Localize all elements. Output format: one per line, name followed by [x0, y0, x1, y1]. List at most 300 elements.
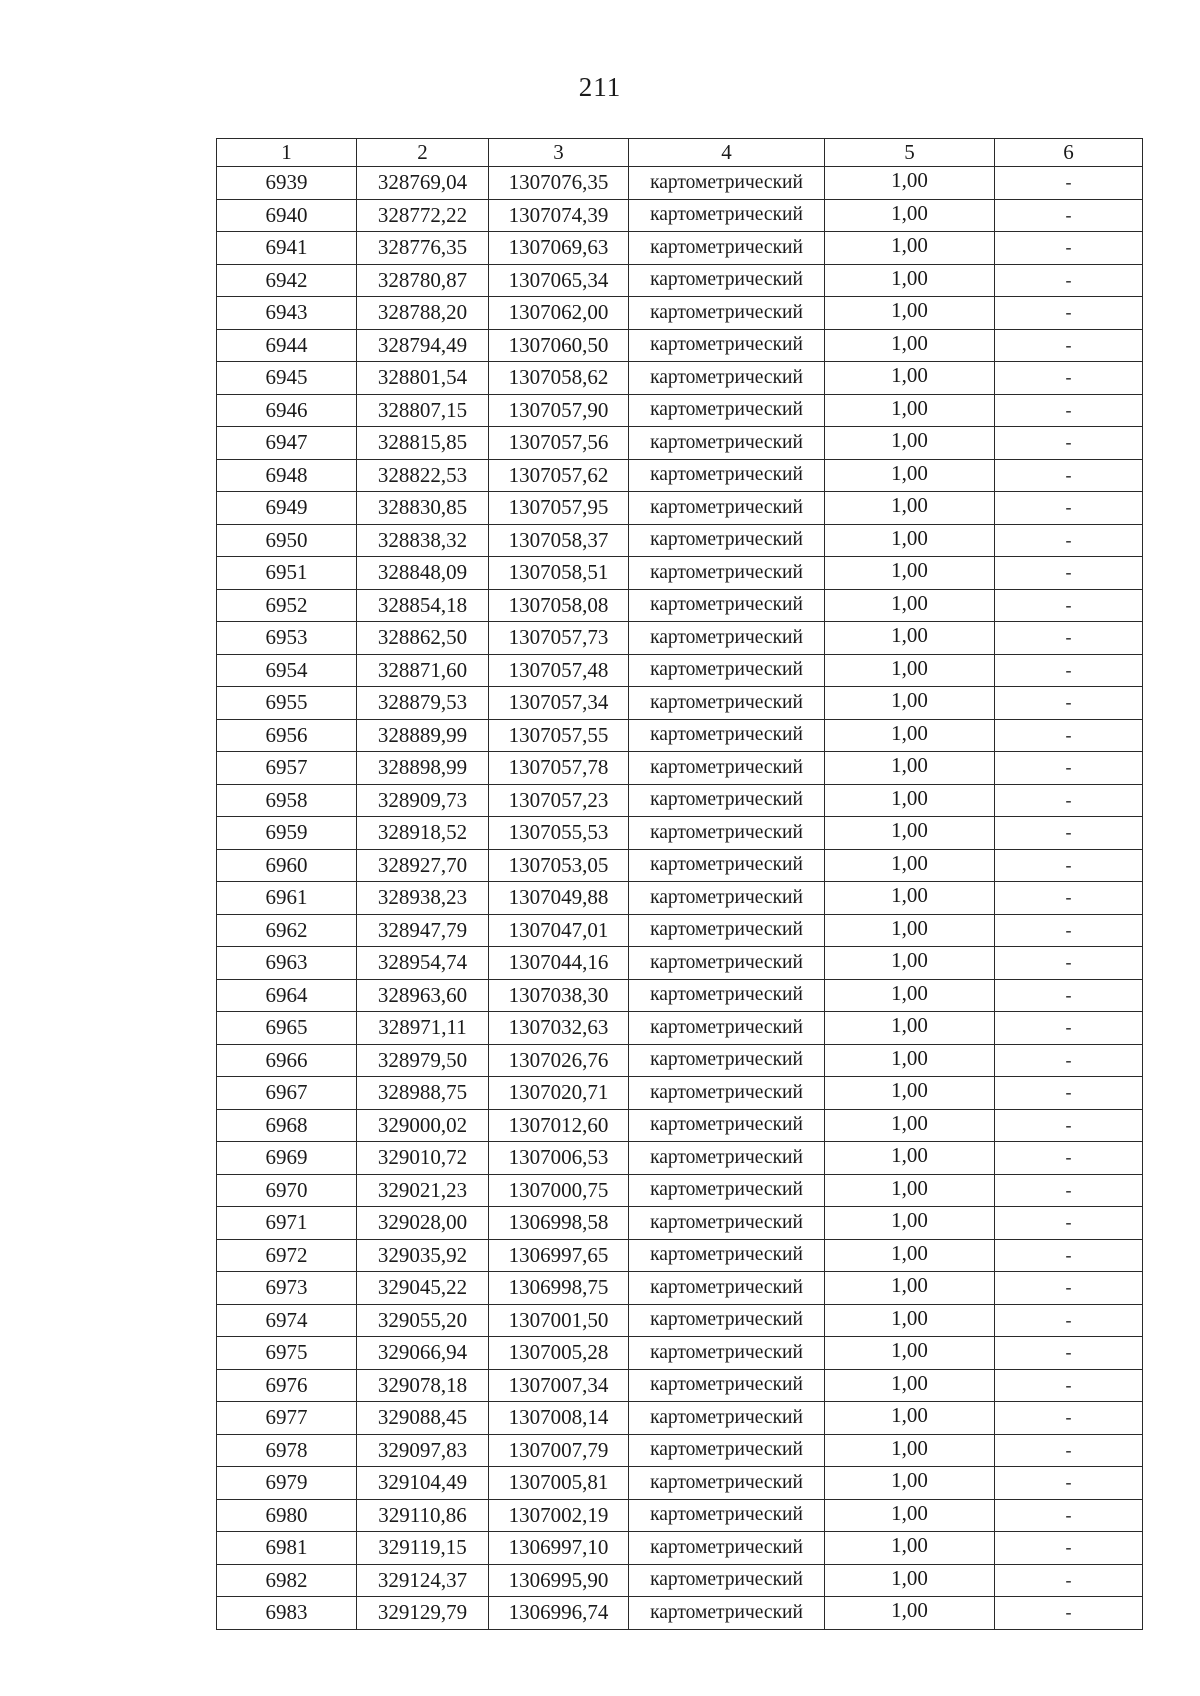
note-cell: -	[995, 1467, 1143, 1500]
x-coordinate-cell: 329000,02	[357, 1109, 489, 1142]
table-row	[217, 329, 1143, 362]
y-coordinate-cell: 1306998,75	[489, 1272, 629, 1305]
table-row	[217, 1337, 1143, 1370]
x-coordinate-cell: 329110,86	[357, 1499, 489, 1532]
x-coordinate-cell: 328879,53	[357, 687, 489, 720]
note-cell: -	[995, 914, 1143, 947]
table-row	[217, 784, 1143, 817]
method-cell: картометрический	[629, 459, 825, 492]
table-row	[217, 524, 1143, 557]
precision-cell: 1,00	[825, 589, 995, 622]
point-number-cell: 6973	[217, 1272, 357, 1305]
table-row	[217, 687, 1143, 720]
y-coordinate-cell: 1306995,90	[489, 1564, 629, 1597]
method-cell: картометрический	[629, 719, 825, 752]
note-cell: -	[995, 947, 1143, 980]
point-number-cell: 6953	[217, 622, 357, 655]
note-cell: -	[995, 1077, 1143, 1110]
table-row	[217, 622, 1143, 655]
precision-cell: 1,00	[825, 459, 995, 492]
precision-cell: 1,00	[825, 557, 995, 590]
y-coordinate-cell: 1307074,39	[489, 199, 629, 232]
y-coordinate-cell: 1307057,55	[489, 719, 629, 752]
method-cell: картометрический	[629, 492, 825, 525]
precision-cell: 1,00	[825, 1532, 995, 1565]
precision-cell: 1,00	[825, 947, 995, 980]
x-coordinate-cell: 329010,72	[357, 1142, 489, 1175]
x-coordinate-cell: 328947,79	[357, 914, 489, 947]
note-cell: -	[995, 427, 1143, 460]
method-cell: картометрический	[629, 979, 825, 1012]
method-cell: картометрический	[629, 1402, 825, 1435]
point-number-cell: 6958	[217, 784, 357, 817]
table-row	[217, 297, 1143, 330]
precision-cell: 1,00	[825, 654, 995, 687]
method-cell: картометрический	[629, 264, 825, 297]
note-cell: -	[995, 1239, 1143, 1272]
y-coordinate-cell: 1307005,81	[489, 1467, 629, 1500]
y-coordinate-cell: 1307057,62	[489, 459, 629, 492]
method-cell: картометрический	[629, 882, 825, 915]
table-row	[217, 1532, 1143, 1565]
point-number-cell: 6950	[217, 524, 357, 557]
method-cell: картометрический	[629, 752, 825, 785]
method-cell: картометрический	[629, 1467, 825, 1500]
x-coordinate-cell: 328794,49	[357, 329, 489, 362]
note-cell: -	[995, 524, 1143, 557]
method-cell: картометрический	[629, 1142, 825, 1175]
x-coordinate-cell: 328909,73	[357, 784, 489, 817]
x-coordinate-cell: 328954,74	[357, 947, 489, 980]
y-coordinate-cell: 1307057,95	[489, 492, 629, 525]
table-row	[217, 427, 1143, 460]
x-coordinate-cell: 329045,22	[357, 1272, 489, 1305]
note-cell: -	[995, 557, 1143, 590]
y-coordinate-cell: 1307044,16	[489, 947, 629, 980]
table-row	[217, 1174, 1143, 1207]
point-number-cell: 6960	[217, 849, 357, 882]
table-row	[217, 199, 1143, 232]
x-coordinate-cell: 328822,53	[357, 459, 489, 492]
point-number-cell: 6940	[217, 199, 357, 232]
method-cell: картометрический	[629, 1564, 825, 1597]
point-number-cell: 6942	[217, 264, 357, 297]
note-cell: -	[995, 492, 1143, 525]
precision-cell: 1,00	[825, 232, 995, 265]
point-number-cell: 6965	[217, 1012, 357, 1045]
method-cell: картометрический	[629, 1174, 825, 1207]
precision-cell: 1,00	[825, 914, 995, 947]
table-row	[217, 1369, 1143, 1402]
point-number-cell: 6972	[217, 1239, 357, 1272]
point-number-cell: 6941	[217, 232, 357, 265]
y-coordinate-cell: 1307055,53	[489, 817, 629, 850]
method-cell: картометрический	[629, 654, 825, 687]
column-header: 5	[825, 139, 995, 167]
table-row	[217, 882, 1143, 915]
table-row	[217, 1207, 1143, 1240]
precision-cell: 1,00	[825, 784, 995, 817]
y-coordinate-cell: 1307069,63	[489, 232, 629, 265]
x-coordinate-cell: 329088,45	[357, 1402, 489, 1435]
note-cell: -	[995, 1142, 1143, 1175]
precision-cell: 1,00	[825, 394, 995, 427]
x-coordinate-cell: 329104,49	[357, 1467, 489, 1500]
table-row	[217, 1304, 1143, 1337]
precision-cell: 1,00	[825, 1239, 995, 1272]
table-row	[217, 1077, 1143, 1110]
precision-cell: 1,00	[825, 1499, 995, 1532]
point-number-cell: 6971	[217, 1207, 357, 1240]
method-cell: картометрический	[629, 199, 825, 232]
precision-cell: 1,00	[825, 849, 995, 882]
table-row	[217, 654, 1143, 687]
method-cell: картометрический	[629, 1597, 825, 1630]
table-row	[217, 1434, 1143, 1467]
note-cell: -	[995, 622, 1143, 655]
y-coordinate-cell: 1307065,34	[489, 264, 629, 297]
table-row	[217, 947, 1143, 980]
table-row	[217, 752, 1143, 785]
point-number-cell: 6968	[217, 1109, 357, 1142]
precision-cell: 1,00	[825, 752, 995, 785]
note-cell: -	[995, 329, 1143, 362]
y-coordinate-cell: 1307057,34	[489, 687, 629, 720]
x-coordinate-cell: 329066,94	[357, 1337, 489, 1370]
point-number-cell: 6951	[217, 557, 357, 590]
precision-cell: 1,00	[825, 1109, 995, 1142]
precision-cell: 1,00	[825, 979, 995, 1012]
y-coordinate-cell: 1307005,28	[489, 1337, 629, 1370]
table-row	[217, 1597, 1143, 1630]
y-coordinate-cell: 1307058,37	[489, 524, 629, 557]
table-row	[217, 167, 1143, 200]
table-row	[217, 817, 1143, 850]
table-row	[217, 264, 1143, 297]
point-number-cell: 6974	[217, 1304, 357, 1337]
point-number-cell: 6976	[217, 1369, 357, 1402]
y-coordinate-cell: 1307057,78	[489, 752, 629, 785]
y-coordinate-cell: 1307049,88	[489, 882, 629, 915]
note-cell: -	[995, 1369, 1143, 1402]
precision-cell: 1,00	[825, 167, 995, 200]
point-number-cell: 6977	[217, 1402, 357, 1435]
method-cell: картометрический	[629, 1304, 825, 1337]
x-coordinate-cell: 328772,22	[357, 199, 489, 232]
x-coordinate-cell: 329119,15	[357, 1532, 489, 1565]
method-cell: картометрический	[629, 1239, 825, 1272]
precision-cell: 1,00	[825, 492, 995, 525]
note-cell: -	[995, 979, 1143, 1012]
note-cell: -	[995, 1337, 1143, 1370]
precision-cell: 1,00	[825, 264, 995, 297]
table-row	[217, 589, 1143, 622]
x-coordinate-cell: 329129,79	[357, 1597, 489, 1630]
page-number: 211	[578, 72, 622, 102]
x-coordinate-cell: 329078,18	[357, 1369, 489, 1402]
method-cell: картометрический	[629, 167, 825, 200]
point-number-cell: 6980	[217, 1499, 357, 1532]
table-row	[217, 1272, 1143, 1305]
y-coordinate-cell: 1307001,50	[489, 1304, 629, 1337]
method-cell: картометрический	[629, 622, 825, 655]
point-number-cell: 6957	[217, 752, 357, 785]
point-number-cell: 6982	[217, 1564, 357, 1597]
x-coordinate-cell: 328815,85	[357, 427, 489, 460]
x-coordinate-cell: 329021,23	[357, 1174, 489, 1207]
point-number-cell: 6969	[217, 1142, 357, 1175]
point-number-cell: 6952	[217, 589, 357, 622]
point-number-cell: 6956	[217, 719, 357, 752]
note-cell: -	[995, 719, 1143, 752]
column-header: 3	[489, 139, 629, 167]
method-cell: картометрический	[629, 232, 825, 265]
note-cell: -	[995, 849, 1143, 882]
y-coordinate-cell: 1307053,05	[489, 849, 629, 882]
point-number-cell: 6946	[217, 394, 357, 427]
method-cell: картометрический	[629, 329, 825, 362]
note-cell: -	[995, 1207, 1143, 1240]
precision-cell: 1,00	[825, 1369, 995, 1402]
x-coordinate-cell: 328769,04	[357, 167, 489, 200]
precision-cell: 1,00	[825, 427, 995, 460]
point-number-cell: 6948	[217, 459, 357, 492]
x-coordinate-cell: 329097,83	[357, 1434, 489, 1467]
note-cell: -	[995, 1434, 1143, 1467]
x-coordinate-cell: 328807,15	[357, 394, 489, 427]
x-coordinate-cell: 328848,09	[357, 557, 489, 590]
x-coordinate-cell: 329124,37	[357, 1564, 489, 1597]
table-row	[217, 557, 1143, 590]
method-cell: картометрический	[629, 394, 825, 427]
x-coordinate-cell: 329028,00	[357, 1207, 489, 1240]
x-coordinate-cell: 329035,92	[357, 1239, 489, 1272]
point-number-cell: 6963	[217, 947, 357, 980]
x-coordinate-cell: 328830,85	[357, 492, 489, 525]
y-coordinate-cell: 1307057,48	[489, 654, 629, 687]
method-cell: картометрический	[629, 849, 825, 882]
note-cell: -	[995, 882, 1143, 915]
table-row	[217, 1012, 1143, 1045]
note-cell: -	[995, 297, 1143, 330]
note-cell: -	[995, 394, 1143, 427]
point-number-cell: 6959	[217, 817, 357, 850]
x-coordinate-cell: 328854,18	[357, 589, 489, 622]
precision-cell: 1,00	[825, 1564, 995, 1597]
table-row	[217, 1467, 1143, 1500]
x-coordinate-cell: 328927,70	[357, 849, 489, 882]
method-cell: картометрический	[629, 1337, 825, 1370]
x-coordinate-cell: 328963,60	[357, 979, 489, 1012]
note-cell: -	[995, 1532, 1143, 1565]
y-coordinate-cell: 1307057,23	[489, 784, 629, 817]
note-cell: -	[995, 459, 1143, 492]
x-coordinate-cell: 328889,99	[357, 719, 489, 752]
note-cell: -	[995, 1304, 1143, 1337]
point-number-cell: 6970	[217, 1174, 357, 1207]
method-cell: картометрический	[629, 1499, 825, 1532]
point-number-cell: 6955	[217, 687, 357, 720]
y-coordinate-cell: 1307076,35	[489, 167, 629, 200]
y-coordinate-cell: 1307000,75	[489, 1174, 629, 1207]
precision-cell: 1,00	[825, 1272, 995, 1305]
precision-cell: 1,00	[825, 1434, 995, 1467]
note-cell: -	[995, 1044, 1143, 1077]
table-row	[217, 1044, 1143, 1077]
table-row	[217, 914, 1143, 947]
note-cell: -	[995, 1109, 1143, 1142]
note-cell: -	[995, 784, 1143, 817]
precision-cell: 1,00	[825, 1207, 995, 1240]
table-header-row	[217, 139, 1143, 167]
table-body	[217, 167, 1143, 1630]
y-coordinate-cell: 1307057,73	[489, 622, 629, 655]
note-cell: -	[995, 199, 1143, 232]
method-cell: картометрический	[629, 1044, 825, 1077]
table-row	[217, 232, 1143, 265]
point-number-cell: 6978	[217, 1434, 357, 1467]
x-coordinate-cell: 328971,11	[357, 1012, 489, 1045]
y-coordinate-cell: 1307047,01	[489, 914, 629, 947]
x-coordinate-cell: 328862,50	[357, 622, 489, 655]
point-number-cell: 6945	[217, 362, 357, 395]
x-coordinate-cell: 328988,75	[357, 1077, 489, 1110]
method-cell: картометрический	[629, 947, 825, 980]
note-cell: -	[995, 654, 1143, 687]
x-coordinate-cell: 328898,99	[357, 752, 489, 785]
table-row	[217, 1142, 1143, 1175]
point-number-cell: 6962	[217, 914, 357, 947]
point-number-cell: 6961	[217, 882, 357, 915]
column-header: 1	[217, 139, 357, 167]
method-cell: картометрический	[629, 1012, 825, 1045]
precision-cell: 1,00	[825, 1077, 995, 1110]
method-cell: картометрический	[629, 1532, 825, 1565]
method-cell: картометрический	[629, 524, 825, 557]
precision-cell: 1,00	[825, 817, 995, 850]
column-header: 6	[995, 139, 1143, 167]
y-coordinate-cell: 1307012,60	[489, 1109, 629, 1142]
note-cell: -	[995, 167, 1143, 200]
x-coordinate-cell: 328838,32	[357, 524, 489, 557]
y-coordinate-cell: 1307057,90	[489, 394, 629, 427]
note-cell: -	[995, 1272, 1143, 1305]
precision-cell: 1,00	[825, 1012, 995, 1045]
method-cell: картометрический	[629, 362, 825, 395]
method-cell: картометрический	[629, 1109, 825, 1142]
y-coordinate-cell: 1307007,79	[489, 1434, 629, 1467]
coordinates-table	[216, 138, 1143, 1630]
precision-cell: 1,00	[825, 1044, 995, 1077]
precision-cell: 1,00	[825, 1402, 995, 1435]
table-row	[217, 1402, 1143, 1435]
table-row	[217, 1499, 1143, 1532]
method-cell: картометрический	[629, 687, 825, 720]
column-header: 2	[357, 139, 489, 167]
point-number-cell: 6979	[217, 1467, 357, 1500]
method-cell: картометрический	[629, 427, 825, 460]
precision-cell: 1,00	[825, 199, 995, 232]
method-cell: картометрический	[629, 1369, 825, 1402]
point-number-cell: 6983	[217, 1597, 357, 1630]
point-number-cell: 6943	[217, 297, 357, 330]
method-cell: картометрический	[629, 557, 825, 590]
method-cell: картометрический	[629, 297, 825, 330]
x-coordinate-cell: 328776,35	[357, 232, 489, 265]
x-coordinate-cell: 328871,60	[357, 654, 489, 687]
note-cell: -	[995, 1597, 1143, 1630]
method-cell: картометрический	[629, 1077, 825, 1110]
note-cell: -	[995, 817, 1143, 850]
point-number-cell: 6964	[217, 979, 357, 1012]
precision-cell: 1,00	[825, 1337, 995, 1370]
x-coordinate-cell: 328979,50	[357, 1044, 489, 1077]
y-coordinate-cell: 1306997,10	[489, 1532, 629, 1565]
method-cell: картометрический	[629, 914, 825, 947]
precision-cell: 1,00	[825, 1467, 995, 1500]
method-cell: картометрический	[629, 589, 825, 622]
precision-cell: 1,00	[825, 329, 995, 362]
y-coordinate-cell: 1307026,76	[489, 1044, 629, 1077]
precision-cell: 1,00	[825, 362, 995, 395]
point-number-cell: 6939	[217, 167, 357, 200]
table-row	[217, 362, 1143, 395]
y-coordinate-cell: 1306998,58	[489, 1207, 629, 1240]
y-coordinate-cell: 1307058,08	[489, 589, 629, 622]
precision-cell: 1,00	[825, 1304, 995, 1337]
y-coordinate-cell: 1306996,74	[489, 1597, 629, 1630]
point-number-cell: 6967	[217, 1077, 357, 1110]
table-row	[217, 719, 1143, 752]
precision-cell: 1,00	[825, 1597, 995, 1630]
x-coordinate-cell: 328938,23	[357, 882, 489, 915]
y-coordinate-cell: 1307058,62	[489, 362, 629, 395]
y-coordinate-cell: 1307058,51	[489, 557, 629, 590]
method-cell: картометрический	[629, 1434, 825, 1467]
table-row	[217, 394, 1143, 427]
table-row	[217, 979, 1143, 1012]
precision-cell: 1,00	[825, 882, 995, 915]
table-row	[217, 849, 1143, 882]
note-cell: -	[995, 264, 1143, 297]
note-cell: -	[995, 1499, 1143, 1532]
precision-cell: 1,00	[825, 687, 995, 720]
method-cell: картометрический	[629, 817, 825, 850]
note-cell: -	[995, 752, 1143, 785]
column-header: 4	[629, 139, 825, 167]
precision-cell: 1,00	[825, 297, 995, 330]
note-cell: -	[995, 589, 1143, 622]
note-cell: -	[995, 1174, 1143, 1207]
table-row	[217, 492, 1143, 525]
y-coordinate-cell: 1307007,34	[489, 1369, 629, 1402]
precision-cell: 1,00	[825, 622, 995, 655]
y-coordinate-cell: 1307006,53	[489, 1142, 629, 1175]
precision-cell: 1,00	[825, 719, 995, 752]
y-coordinate-cell: 1307060,50	[489, 329, 629, 362]
note-cell: -	[995, 687, 1143, 720]
point-number-cell: 6954	[217, 654, 357, 687]
note-cell: -	[995, 1012, 1143, 1045]
note-cell: -	[995, 362, 1143, 395]
table-row	[217, 1109, 1143, 1142]
x-coordinate-cell: 329055,20	[357, 1304, 489, 1337]
table-row	[217, 1239, 1143, 1272]
table-row	[217, 1564, 1143, 1597]
note-cell: -	[995, 1564, 1143, 1597]
x-coordinate-cell: 328780,87	[357, 264, 489, 297]
note-cell: -	[995, 1402, 1143, 1435]
